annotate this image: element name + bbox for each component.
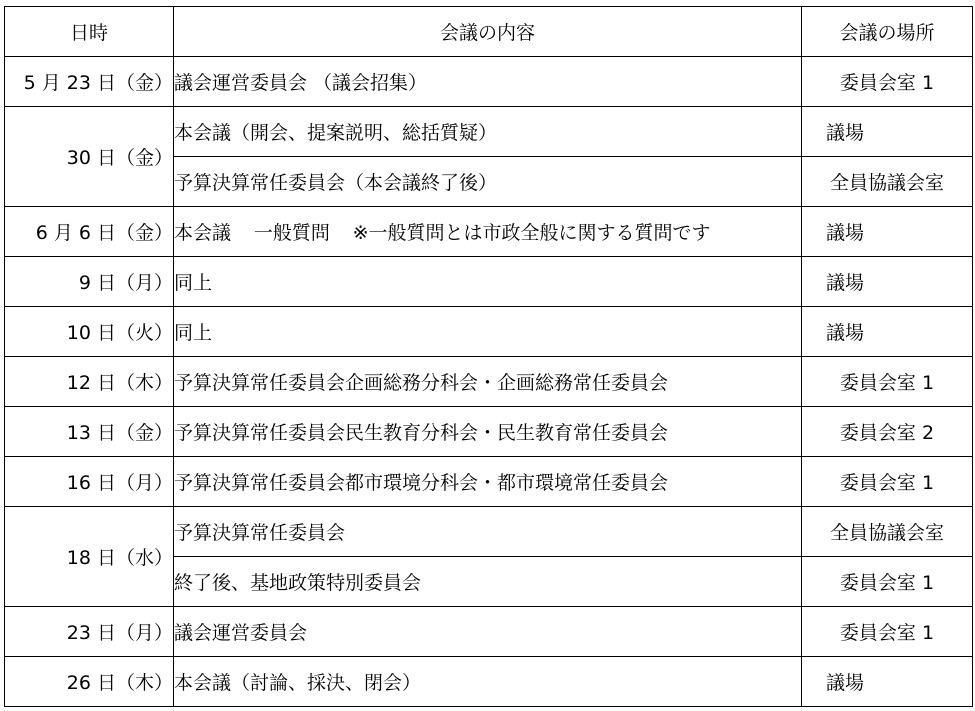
row-place: 委員会室 1	[802, 357, 973, 407]
header-content: 会議の内容	[174, 7, 802, 57]
row-content: 本会議（開会、提案説明、総括質疑）	[174, 107, 802, 157]
row-place: 全員協議会室	[802, 507, 973, 557]
table-row	[5, 207, 973, 257]
row-place: 全員協議会室	[802, 157, 973, 207]
row-date: 6 月 6 日（金）	[5, 207, 174, 257]
row-content: 予算決算常任委員会企画総務分科会・企画総務常任委員会	[174, 357, 802, 407]
row-content: 議会運営委員会	[174, 607, 802, 657]
table-row	[5, 307, 973, 357]
row-content: 予算決算常任委員会都市環境分科会・都市環境常任委員会	[174, 457, 802, 507]
meeting-schedule-table	[4, 6, 973, 707]
table-row	[5, 257, 973, 307]
row-place: 議場	[802, 307, 973, 357]
row-content: 本会議（討論、採決、閉会）	[174, 657, 802, 707]
row-date: 9 日（月）	[5, 257, 174, 307]
row-date: 5 月 23 日（金）	[5, 57, 174, 107]
header-date: 日時	[5, 7, 174, 57]
row-content: 同上	[174, 257, 802, 307]
row-content-note: ※一般質問とは市政全般に関する質問です	[352, 222, 711, 244]
row-place: 委員会室 2	[802, 407, 973, 457]
row-date: 23 日（月）	[5, 607, 174, 657]
table-row	[5, 57, 973, 107]
row-content: 終了後、基地政策特別委員会	[174, 557, 802, 607]
row-date: 16 日（月）	[5, 457, 174, 507]
row-content-part: 一般質問	[253, 222, 330, 244]
row-content: 予算決算常任委員会民生教育分科会・民生教育常任委員会	[174, 407, 802, 457]
table-row	[5, 357, 973, 407]
row-content-part: 本会議	[174, 222, 232, 244]
row-date: 10 日（火）	[5, 307, 174, 357]
row-date: 13 日（金）	[5, 407, 174, 457]
row-date: 12 日（木）	[5, 357, 174, 407]
header-place: 会議の場所	[802, 7, 973, 57]
table-row	[5, 657, 973, 707]
row-content	[174, 207, 802, 257]
row-place: 議場	[802, 107, 973, 157]
table-header-row	[5, 7, 973, 57]
row-content: 予算決算常任委員会（本会議終了後）	[174, 157, 802, 207]
row-place: 委員会室 1	[802, 557, 973, 607]
row-date: 30 日（金）	[5, 107, 174, 207]
row-place: 議場	[802, 207, 973, 257]
row-place: 委員会室 1	[802, 607, 973, 657]
row-content: 議会運営委員会 （議会招集）	[174, 57, 802, 107]
table-row	[5, 107, 973, 157]
table-row	[5, 407, 973, 457]
row-place: 委員会室 1	[802, 457, 973, 507]
row-content: 予算決算常任委員会	[174, 507, 802, 557]
table-row	[5, 457, 973, 507]
row-date: 26 日（木）	[5, 657, 174, 707]
row-content: 同上	[174, 307, 802, 357]
row-place: 議場	[802, 657, 973, 707]
table-row	[5, 507, 973, 557]
row-place: 議場	[802, 257, 973, 307]
table-row	[5, 607, 973, 657]
row-place: 委員会室 1	[802, 57, 973, 107]
row-date: 18 日（水）	[5, 507, 174, 607]
